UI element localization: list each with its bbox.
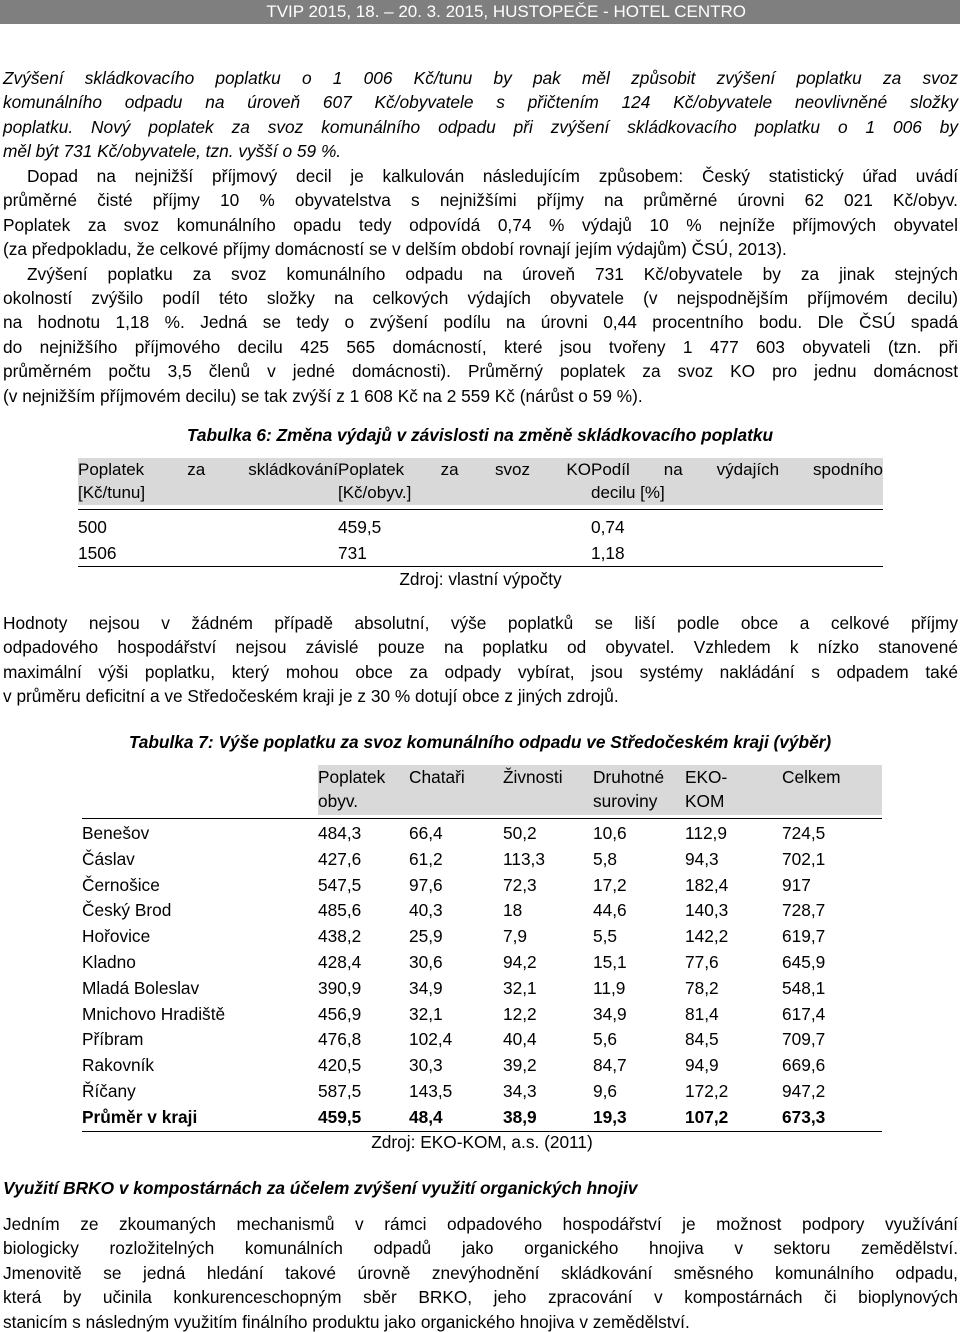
- table6-cell: 500: [78, 517, 107, 537]
- table-row: Říčany 587,5 143,5 34,3 9,6 172,2 947,2: [82, 1080, 826, 1101]
- para-line: Poplatek za svoz komunálního opadu tedy odpovídá 0,74 % výdajů 10 % nejníže příjmových obyvatel: [3, 214, 958, 235]
- table6: [78, 458, 883, 590]
- section-heading: Využití BRKO v kompostárnách za účelem zvýšení využití organických hnojiv: [3, 1178, 638, 1198]
- table6-caption: Tabulka 6: Změna výdajů v závislosti na změně skládkovacího poplatku: [186, 425, 774, 445]
- para-line: (za předpokladu, že celkové příjmy domácností se v delším období rovnají jejím výdajům) ČSÚ, 2013).: [3, 239, 787, 260]
- table7-header-cell: Celkem: [782, 767, 841, 787]
- table7-source: Zdroj: EKO-KOM, a.s. (2011): [371, 1131, 593, 1152]
- table7-body: [82, 821, 882, 1131]
- header-text: TVIP 2015, 18. – 20. 3. 2015, HUSTOPEČE - HOTEL CENTRO: [266, 2, 746, 21]
- table-row: Český Brod 485,6 40,3 18 44,6 140,3 728,7: [82, 900, 826, 921]
- table6-header: [78, 458, 883, 505]
- table-row: Kladno 428,4 30,6 94,2 15,1 77,6 645,9: [82, 951, 826, 972]
- intro-paragraph: [0, 66, 960, 164]
- intro-line: komunálního odpadu na úroveň 607 Kč/obyvatele s přičtením 124 Kč/obyvatele neovlivněné složky: [3, 92, 958, 113]
- para-line: v průměru deficitní a ve Středočeském kraji je z 30 % dotují obce z jiných zdrojů.: [3, 686, 619, 707]
- para-line: okolností zvýšilo podíl této složky na celkových výdajích obyvatele (v nejspodnějším příjmovém decilu): [3, 288, 958, 309]
- table7: [82, 765, 882, 1153]
- table7-header-cell: EKO- KOM: [685, 767, 728, 811]
- table6-source: Zdroj: vlastní výpočty: [399, 569, 562, 589]
- table6-cell: 459,5: [338, 517, 382, 537]
- table6-cell: 1506: [78, 543, 117, 563]
- para-line: Jedním ze zkoumaných mechanismů v rámci odpadového hospodářství je možnost podpory využívání: [3, 1214, 958, 1234]
- para-line: Jmenovitě se jedná hledání takové úrovně znevýhodnění skládkování směsného komunálního odpadu,: [3, 1262, 958, 1283]
- table6-cell: 731: [338, 543, 367, 563]
- para-line: maximální výši poplatku, který mohou obce za odpady vybírat, jsou systémy nakládání s odpadem také: [3, 661, 958, 682]
- para-line: odpadového hospodářství nejsou závislé pouze na poplatku od obyvatel. Vzhledem k nízko stanovené: [3, 637, 958, 658]
- para-line: Zvýšení poplatku za svoz komunálního odpadu na úroveň 731 Kč/obyvatele by za jinak stejných: [27, 263, 958, 284]
- intro-line: měl být 731 Kč/obyvatele, tzn. vyšší o 59 %.: [3, 141, 342, 162]
- table7-header-cell: Živnosti: [503, 767, 563, 787]
- table7-caption: Tabulka 7: Výše poplatku za svoz komunálního odpadu ve Středočeském kraji (výběr): [128, 732, 832, 752]
- intro-line: Zvýšení skládkovacího poplatku o 1 006 Kč/tunu by pak měl způsobit zvýšení poplatku za svoz: [3, 68, 958, 88]
- table6-header-cell: Podíl na výdajích spodního decilu [%]: [591, 460, 883, 502]
- table-row: [78, 514, 883, 540]
- para-line: průměrné čisté příjmy 10 % obyvatelstva s nejnižšími příjmy na průměrné úrovni 62 021 Kč/obyv.: [3, 190, 958, 211]
- table7-header-empty: [82, 765, 318, 815]
- table6-rule: [78, 566, 883, 567]
- table7-header-cell: Chataři: [409, 767, 465, 787]
- table7-header-cell: Poplatek obyv.: [318, 767, 386, 811]
- table7-header-cell: Druhotné suroviny: [593, 767, 665, 811]
- table6-header-cell: Poplatek za skládkování [Kč/tunu]: [78, 460, 338, 502]
- para-line: biologicky rozložitelných komunálních odpadů jako organického hnojiva v sektoru zemědělství.: [3, 1238, 958, 1259]
- para-line: průměrném počtu 3,5 členů v jedné domácnosti). Průměrný poplatek za svoz KO pro jednu domácnost: [3, 361, 958, 382]
- paragraph-decile: [0, 164, 960, 408]
- table-row: [78, 540, 883, 566]
- page-header: [0, 0, 960, 24]
- table7-total-row: Průměr v kraji 459,5 48,4 38,9 19,3 107,2 673,3: [82, 1106, 826, 1127]
- para-line: (v nejnižším příjmovém decilu) se tak zvýší z 1 608 Kč na 2 559 Kč (nárůst o 59 %).: [3, 385, 643, 406]
- table-row: Mnichovo Hradiště 456,9 32,1 12,2 34,9 81,4 617,4: [82, 1003, 826, 1024]
- table7-header: [82, 765, 882, 815]
- paragraph-values: [0, 611, 960, 709]
- para-line: Dopad na nejnižší příjmový decil je kalkulován následujícím způsobem: Český statistický úřad uvádí: [27, 166, 958, 186]
- table-row: Čáslav 427,6 61,2 113,3 5,8 94,3 702,1: [82, 848, 826, 869]
- table-row: Hořovice 438,2 25,9 7,9 5,5 142,2 619,7: [82, 926, 826, 947]
- para-line: stanicím s následným využitím finálního produktu jako organického hnojiva v zemědělství.: [3, 1311, 690, 1332]
- table6-header-cell: Poplatek za svoz KO [Kč/obyv.]: [338, 460, 591, 502]
- para-line: která by učinila konkurenceschopným sběr BRKO, jeho zpracování v kompostárnách či bioplynových: [3, 1287, 958, 1308]
- table-row: Benešov 484,3 66,4 50,2 10,6 112,9 724,5: [82, 823, 826, 843]
- intro-line: poplatku. Nový poplatek za svoz komunálního odpadu při zvýšení skládkovacího poplatku o 1 006 by: [3, 116, 958, 137]
- table-row: Mladá Boleslav 390,9 34,9 32,1 11,9 78,2 548,1: [82, 977, 826, 998]
- table-row: Rakovník 420,5 30,3 39,2 84,7 94,9 669,6: [82, 1055, 826, 1076]
- table6-cell: 1,18: [591, 543, 625, 563]
- para-line: do nejnižšího příjmového decilu 425 565 domácností, které jsou tvořeny 1 477 603 obyvateli (tzn. při: [3, 336, 958, 357]
- paragraph-brko: [0, 1212, 960, 1332]
- para-line: Hodnoty nejsou v žádném případě absolutní, výše poplatků se liší podle obce a celkové příjmy: [3, 613, 958, 633]
- table6-cell: 0,74: [591, 517, 625, 537]
- para-line: na hodnotu 1,18 %. Jedná se tedy o zvýšení podílu na úrovni 0,44 procentního bodu. Dle ČSÚ spadá: [3, 312, 958, 333]
- table-row: Příbram 476,8 102,4 40,4 5,6 84,5 709,7: [82, 1029, 826, 1050]
- table-row: Černošice 547,5 97,6 72,3 17,2 182,4 917: [82, 874, 811, 895]
